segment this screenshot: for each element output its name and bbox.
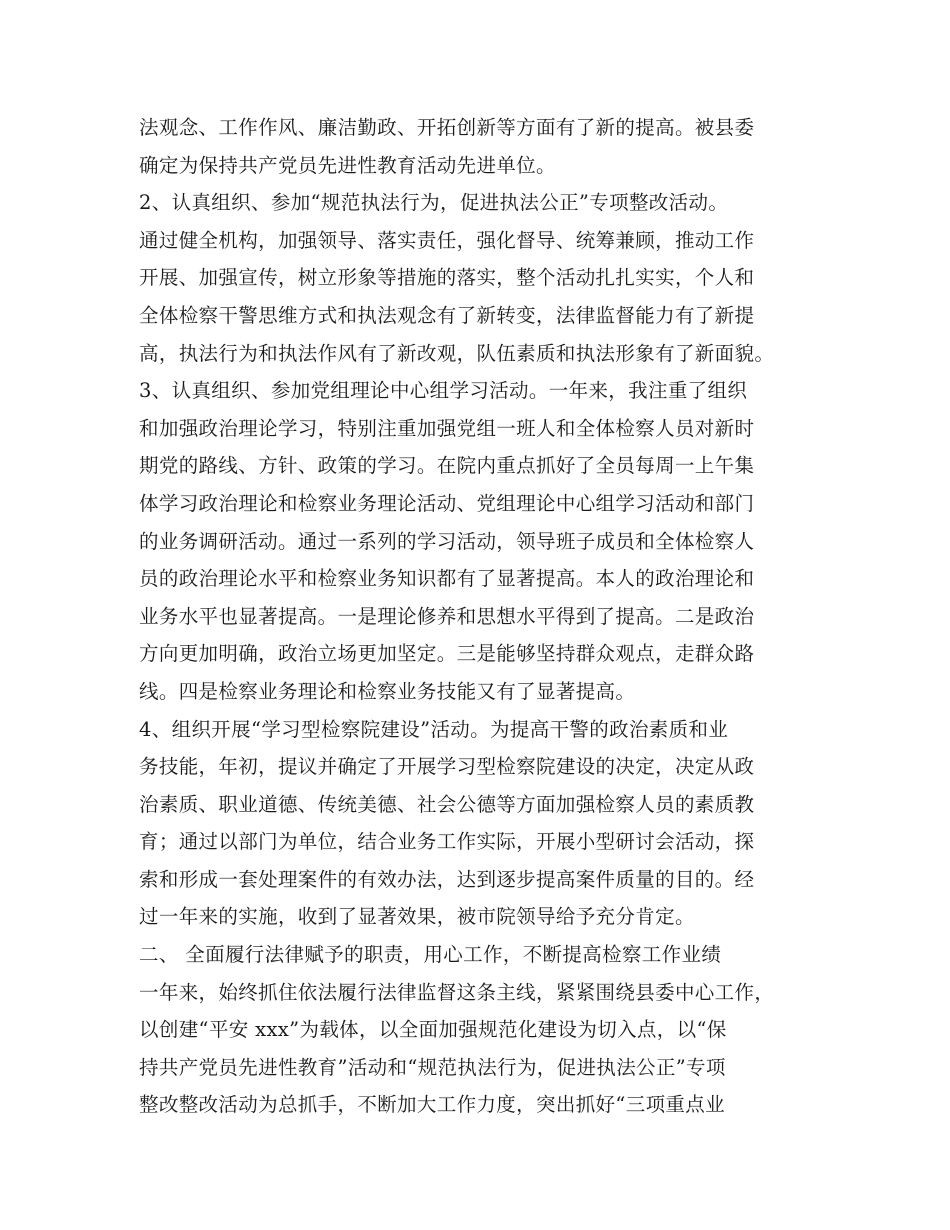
text-line: 员的政治理论水平和检察业务知识都有了显著提高。本人的政治理论和 (139, 567, 755, 591)
text-line: 线。四是检察业务理论和检察业务技能又有了显著提高。 (139, 679, 636, 703)
body-text (139, 109, 839, 1124)
section-heading: 二、 全面履行法律赋予的职责，用心工作，不断提高检察工作业绩 (139, 943, 722, 967)
text-line: 开展、加强宣传，树立形象等措施的落实，整个活动扎扎实实，个人和 (139, 266, 755, 290)
text-line: 方向更加明确，政治立场更加坚定。三是能够坚持群众观点，走群众路 (139, 642, 755, 666)
text-line: 和加强政治理论学习，特别注重加强党组一班人和全体检察人员对新时 (139, 416, 755, 440)
text-line: 全体检察干警思维方式和执法观念有了新转变，法律监督能力有了新提 (139, 303, 755, 327)
text-line: 育；通过以部门为单位，结合业务工作实际，开展小型研讨会活动，探 (139, 830, 755, 854)
text-line: 2、认真组织、参加“规范执法行为，促进执法公正”专项整改活动。 (139, 191, 729, 215)
text-line: 整改整改活动为总抓手，不断加大工作力度，突出抓好“三项重点业 (139, 1093, 725, 1117)
text-line: 务技能，年初，提议并确定了开展学习型检察院建设的决定，决定从政 (139, 755, 755, 779)
text-line: 4、组织开展“学习型检察院建设”活动。为提高干警的政治素质和业 (139, 717, 729, 741)
text-line: 一年来，始终抓住依法履行法律监督这条主线，紧紧围绕县委中心工作， (139, 980, 775, 1004)
text-line: 法观念、工作作风、廉洁勤政、开拓创新等方面有了新的提高。被县委 (139, 116, 755, 139)
text-line: 持共产党员先进性教育”活动和“规范执法行为，促进执法公正”专项 (139, 1055, 726, 1079)
text-line: 3、认真组织、参加党组理论中心组学习活动。一年来，我注重了组织 (139, 379, 748, 403)
text-line: 索和形成一套处理案件的有效办法，达到逐步提高案件质量的目的。经 (139, 867, 755, 891)
text-line: 业务水平也显著提高。一是理论修养和思想水平得到了提高。二是政治 (139, 604, 755, 628)
text-line: 体学习政治理论和检察业务理论活动、党组理论中心组学习活动和部门 (139, 491, 755, 515)
text-line: 治素质、职业道德、传统美德、社会公德等方面加强检察人员的素质教 (139, 792, 755, 816)
text-line: 通过健全机构，加强领导、落实责任，强化督导、统筹兼顾，推动工作 (139, 228, 755, 252)
text-line: 确定为保持共产党员先进性教育活动先进单位。 (139, 153, 556, 177)
text-line: 期党的路线、方针、政策的学习。在院内重点抓好了全员每周一上午集 (139, 454, 755, 478)
text-line: 的业务调研活动。通过一系列的学习活动，领导班子成员和全体检察人 (139, 529, 755, 553)
text-line: 以创建“平安 xxx”为载体，以全面加强规范化建设为切入点，以“保 (139, 1018, 727, 1042)
text-line: 过一年来的实施，收到了显著效果，被市院领导给予充分肯定。 (139, 905, 695, 929)
text-line: 高，执法行为和执法作风有了新改观，队伍素质和执法形象有了新面貌。 (139, 341, 775, 365)
